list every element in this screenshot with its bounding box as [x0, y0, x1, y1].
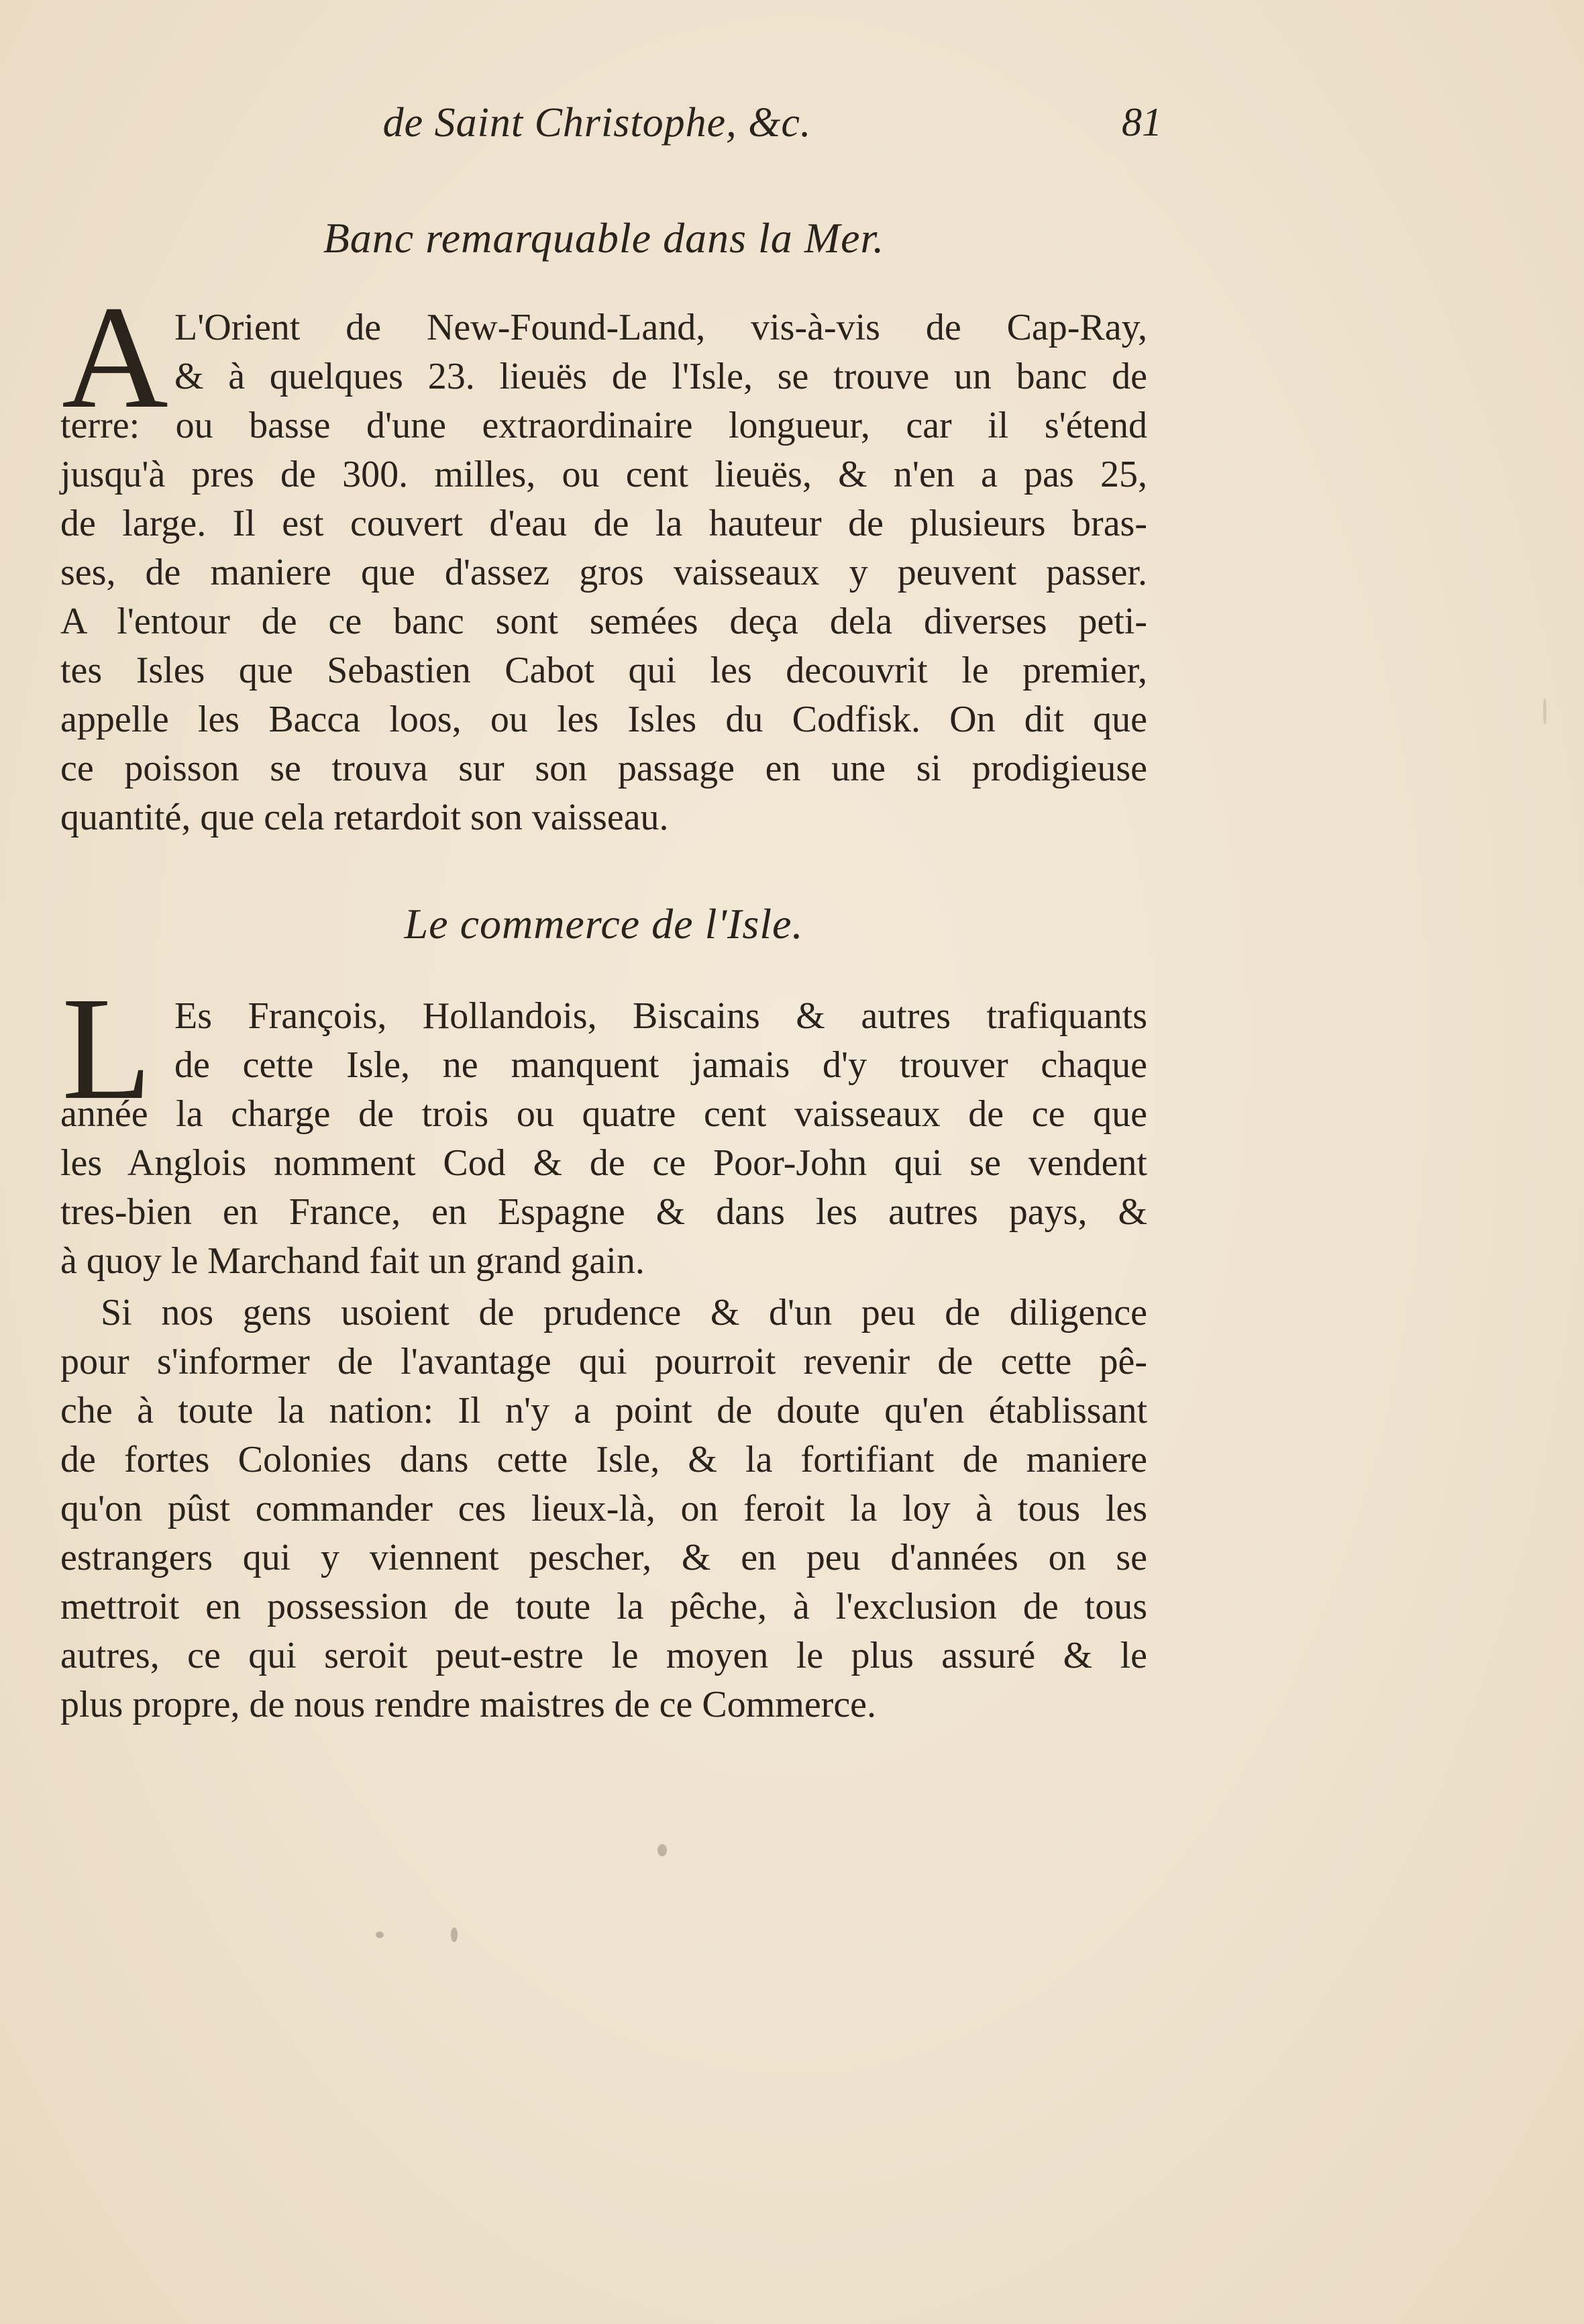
- text-line: pour s'informer de l'avantage qui pourroit revenir de cette pê-: [60, 1341, 1147, 1382]
- text-line: jusqu'à pres de 300. milles, ou cent lieuës, & n'en a pas 25,: [60, 454, 1147, 495]
- text-line: A l'entour de ce banc sont semées deça dela diverses peti-: [60, 601, 1147, 642]
- text-line: qu'on pûst commander ces lieux-là, on feroit la loy à tous les: [60, 1488, 1147, 1529]
- text-line: ce poisson se trouva sur son passage en une si prodigieuse: [60, 748, 1147, 789]
- text-line: plus propre, de nous rendre maistres de ce Commerce.: [60, 1684, 877, 1725]
- paper-spot: [451, 1927, 458, 1942]
- text-line: Es François, Hollandois, Biscains & autres trafiquants: [174, 995, 1147, 1037]
- drop-cap-a: A: [62, 275, 168, 439]
- text-line: à quoy le Marchand fait un grand gain.: [60, 1240, 645, 1282]
- paragraph-banc: [60, 303, 1147, 842]
- drop-cap-l: L: [62, 966, 152, 1130]
- text-line: che à toute la nation: Il n'y a point de doute qu'en établissant: [60, 1390, 1147, 1431]
- paper-spot: [657, 1844, 667, 1856]
- paper-spot: [376, 1931, 384, 1938]
- section-heading-banc: Banc remarquable dans la Mer.: [323, 214, 885, 262]
- text-line: autres, ce qui seroit peut-estre le moyen le plus assuré & le: [60, 1635, 1147, 1676]
- paper-spot: [1543, 698, 1546, 725]
- text-line: tes Isles que Sebastien Cabot qui les decouvrit le premier,: [60, 650, 1147, 691]
- section-heading-commerce: Le commerce de l'Isle.: [404, 900, 804, 948]
- text-line: terre: ou basse d'une extraordinaire longueur, car il s'étend: [60, 405, 1147, 446]
- page-number: 81: [1122, 100, 1162, 144]
- text-line: mettroit en possession de toute la pêche, à l'exclusion de tous: [60, 1586, 1147, 1627]
- text-line: & à quelques 23. lieuës de l'Isle, se trouve un banc de: [174, 356, 1147, 397]
- text-line: Si nos gens usoient de prudence & d'un peu de diligence: [101, 1292, 1147, 1333]
- text-line: les Anglois nomment Cod & de ce Poor-John qui se vendent: [60, 1142, 1147, 1184]
- text-line: quantité, que cela retardoit son vaisseau.: [60, 797, 669, 838]
- text-line: année la charge de trois ou quatre cent vaisseaux de ce que: [60, 1093, 1147, 1135]
- text-line: tres-bien en France, en Espagne & dans les autres pays, &: [60, 1191, 1147, 1233]
- text-line: estrangers qui y viennent pescher, & en peu d'années on se: [60, 1537, 1147, 1578]
- running-title: de Saint Christophe, &c.: [382, 100, 812, 146]
- paragraph-commerce-2: [60, 1289, 1147, 1729]
- text-line: de cette Isle, ne manquent jamais d'y trouver chaque: [174, 1044, 1147, 1086]
- text-line: de large. Il est couvert d'eau de la hauteur de plusieurs bras-: [60, 503, 1147, 544]
- text-line: L'Orient de New-Found-Land, vis-à-vis de Cap-Ray,: [174, 307, 1147, 348]
- text-line: appelle les Bacca loos, ou les Isles du Codfisk. On dit que: [60, 699, 1147, 740]
- text-line: ses, de maniere que d'assez gros vaisseaux y peuvent passer.: [60, 552, 1147, 593]
- paragraph-commerce-1: [60, 992, 1147, 1286]
- text-line: de fortes Colonies dans cette Isle, & la fortifiant de maniere: [60, 1439, 1147, 1480]
